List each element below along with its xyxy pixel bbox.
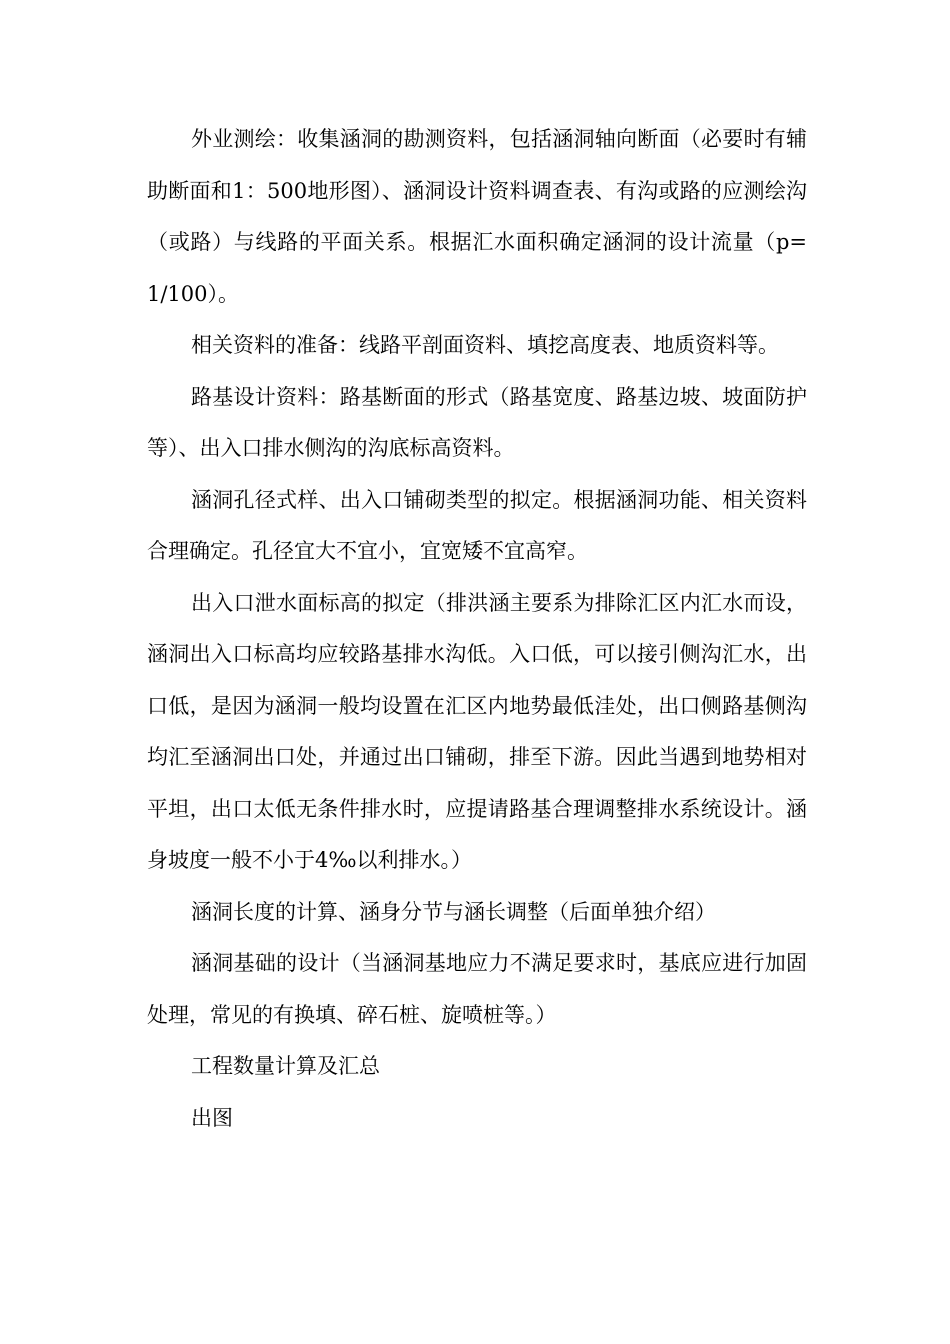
paragraph-subgrade-design: 路基设计资料：路基断面的形式（路基宽度、路基边坡、坡面防护等）、出入口排水侧沟的沟底标高资料。 [147,384,807,460]
paragraph-culvert-foundation: 涵洞基础的设计（当涵洞基地应力不满足要求时，基底应进行加固处理，常见的有换填、碎石桩、旋喷桩等。） [147,951,807,1027]
paragraph-culvert-aperture: 涵洞孔径式样、出入口铺砌类型的拟定。根据涵洞功能、相关资料合理确定。孔径宜大不宜小，宜宽矮不宜高窄。 [147,487,807,563]
paragraph-quantity-calculation: 工程数量计算及汇总 [191,1054,380,1078]
paragraph-drawing-output: 出图 [191,1105,233,1130]
paragraph-culvert-length: 涵洞长度的计算、涵身分节与涵长调整（后面单独介绍） [191,899,716,924]
paragraph-drainage-elevation: 出入口泄水面标高的拟定（排洪涵主要系为排除汇区内汇水而设，涵洞出入口标高均应较路基排水沟低。入口低，可以接引侧沟汇水，出口低，是因为涵洞一般均设置在汇区内地势最低洼处，出口侧路基侧沟均汇至涵洞出口处，并通过出口铺砌，排至下游。因此当遇到地势相对平坦，出口太低无条件排水时，应提请路基合理调整排水系统设计。涵身坡度一般不小于4‰以利排水。） [147,590,807,872]
paragraph-field-survey: 外业测绘：收集涵洞的勘测资料，包括涵洞轴向断面（必要时有辅助断面和1：500地形图）、涵洞设计资料调查表、有沟或路的应测绘沟（或路）与线路的平面关系。根据汇水面积确定涵洞的设计流量（p=1/100）。 [147,127,807,306]
document-body [147,114,807,1144]
paragraph-related-materials: 相关资料的准备：线路平剖面资料、填挖高度表、地质资料等。 [191,333,779,357]
